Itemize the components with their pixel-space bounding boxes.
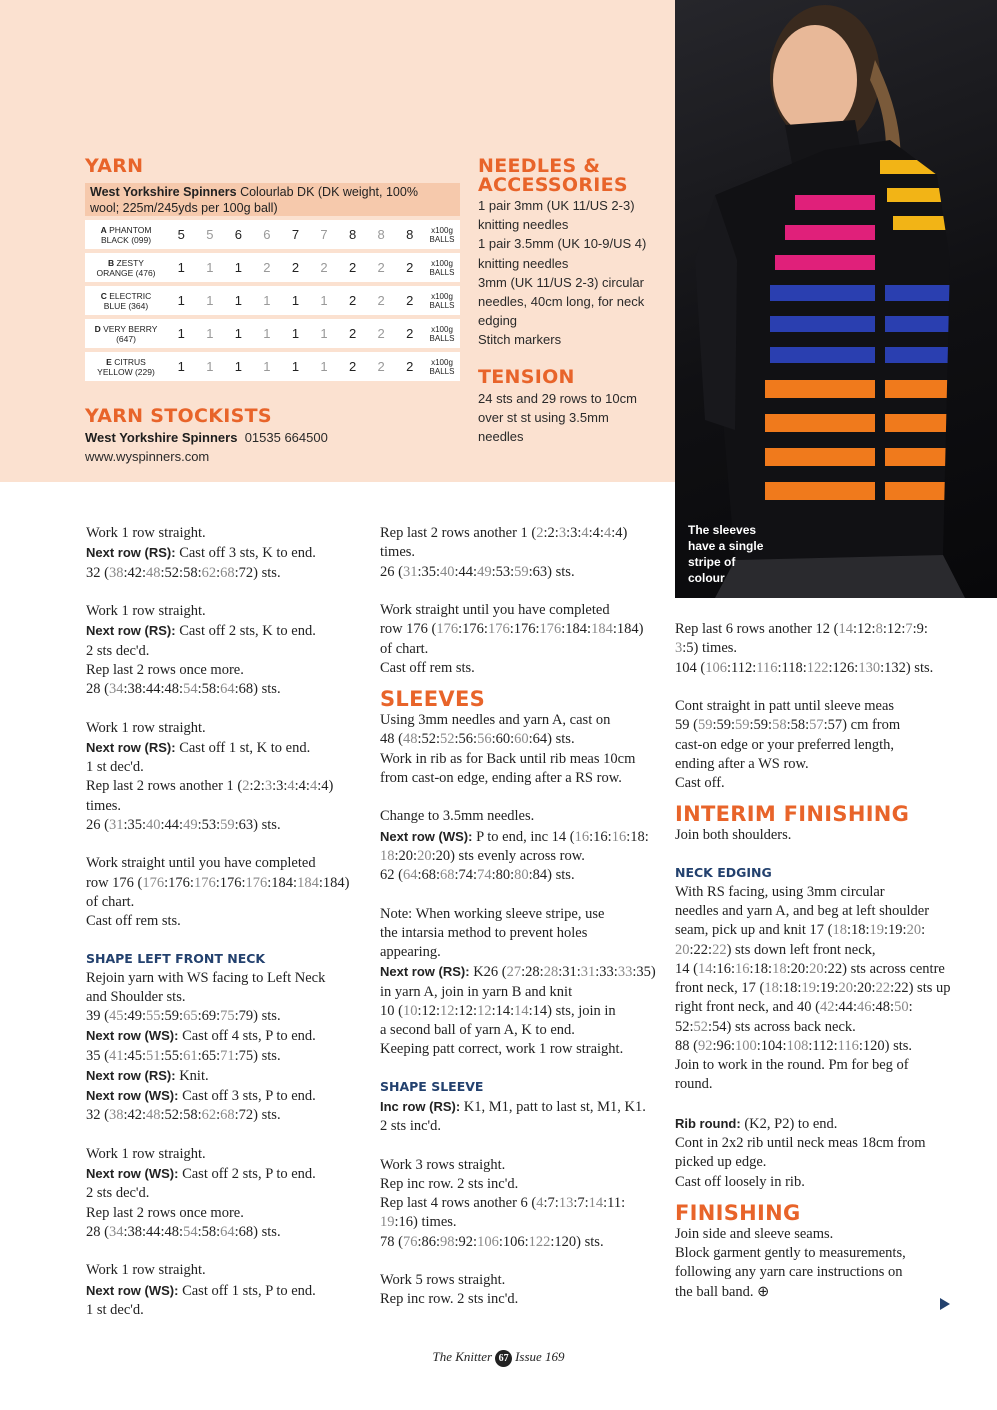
paragraph: Work straight until you have completed row 176 (176:176:176:176:176:184:184:184) of chart. Cast off rem sts. [86,854,376,931]
text-line: Rep last 2 rows once more. [86,1204,244,1221]
sleeves-heading: SLEEVES [380,687,486,711]
yarn-desc: wool; 225m/245yds per 100g ball) [90,201,278,215]
paragraph: Work 1 row straight. Next row (RS): Cast off 2 sts, K to end. 2 sts dec'd. Rep last 2 rows once more. 28 (34:38:44:48:54:58:64:68) sts. [86,602,376,699]
text-line: Rejoin yarn with WS facing to Left Neck [86,969,326,986]
page-footer [0,1349,997,1367]
yarn-colour-label: E CITRUS YELLOW (229) [85,352,167,381]
tension-line: 24 sts and 29 rows to 10cm [478,391,637,406]
text-line: in yarn A, join in yarn B and knit [380,983,573,1000]
yarn-ball-count: 1 [196,286,225,315]
text-line: round. [675,1076,713,1093]
paragraph: Inc row (RS): K1, M1, patt to last st, M1, K1. 2 sts inc'd. [380,1097,670,1137]
shape-left-front-neck-heading: SHAPE LEFT FRONT NECK [86,950,266,966]
yarn-colour-label: D VERY BERRY (647) [85,319,167,348]
text-line: Rep inc row. 2 sts inc'd. [380,1291,519,1308]
text-line: Change to 3.5mm needles. [380,808,535,825]
yarn-row [85,319,460,348]
needles-heading-line: ACCESSORIES [478,174,628,196]
row-label: Next row (RS): [86,545,176,561]
text-line: Cont in 2x2 rib until neck meas 18cm from [675,1135,926,1151]
yarn-ball-count: 8 [367,220,396,249]
yarn-ball-count: 1 [167,352,196,381]
paragraph: Work 3 rows straight. Rep inc row. 2 sts inc'd. Rep last 4 rows another 6 (4:7:13:7:14:11: 19:16) times. 78 (76:86:98:92:106:106:122:120) sts. [380,1156,670,1252]
needles-line: Stitch markers [478,332,562,348]
yarn-unit: x100g BALLS [424,253,460,282]
issue-number: Issue 169 [515,1349,565,1364]
side-panel-black [875,180,885,540]
paragraph: Work 1 row straight. Next row (WS): Cast off 2 sts, P to end. 2 sts dec'd. Rep last 2 rows once more. 28 (34:38:44:48:54:58:64:68) sts. [86,1145,376,1242]
text-line: times. [86,797,122,814]
yarn-ball-count: 1 [224,352,253,381]
text-line: Cast off rem sts. [380,659,475,676]
yarn-ball-count: 1 [196,253,225,282]
yarn-brand: West Yorkshire Spinners [90,185,237,199]
face [773,25,857,135]
text-line: Work straight until you have completed [380,602,610,618]
text-line: 2 sts inc'd. [380,1118,442,1134]
blue-stripes [770,285,950,363]
interim-finishing-heading: INTERIM FINISHING [675,802,910,827]
text-line: a second ball of yarn A, K to end. [380,1022,575,1038]
tension-text [478,389,637,447]
paragraph: Rejoin yarn with WS facing to Left Neck and Shoulder sts. 39 (45:49:55:59:65:69:75:79) sts. Next row (WS): Cast off 4 sts, P to end. 35 (41:45:51:55:61:65:71:75) sts. Next row (RS): Knit. Next row (WS): Cast off 3 sts, P to end. 32 (38:42:48:52:58:62:68:72) sts. [86,969,376,1126]
yarn-ball-count: 2 [367,253,396,282]
needles-line: knitting needles [478,217,569,233]
paragraph: Using 3mm needles and yarn A, cast on 48 (48:52:52:56:56:60:60:64) sts. Work in rib as for Back until rib meas 10cm from cast-on edge, ending after a RS row. [380,711,670,788]
yarn-heading: YARN [85,155,144,177]
yarn-row [85,220,460,249]
column-2 [380,524,670,1310]
yarn-ball-count: 2 [253,253,282,282]
text-line: ending after a WS row. [675,755,809,772]
paragraph: Rep last 2 rows another 1 (2:2:3:3:4:4:4:4) times. 26 (31:35:40:44:49:53:59:63) sts. [380,524,670,582]
yarn-ball-count: 2 [338,253,367,282]
text-line: Cast off. [675,775,725,791]
caption-line: stripe of [688,555,736,569]
yarn-ball-count: 6 [253,220,282,249]
yarn-colour-label: A PHANTOM BLACK (099) [85,220,167,249]
tension-heading: TENSION [478,366,575,388]
yarn-ball-count: 1 [224,253,253,282]
text-line: Join both shoulders. [675,827,792,844]
yarn-ball-count: 2 [395,319,424,348]
yarn-ball-count: 5 [196,220,225,249]
yarn-ball-count: 5 [167,220,196,249]
yarn-ball-count: 1 [167,286,196,315]
row-label: Next row (RS): [86,739,176,755]
needles-line: 1 pair 3.5mm (UK 10-9/US 4) [478,236,647,252]
text-line: Cast off loosely in rib. [675,1173,805,1190]
text: Cast off 3 sts, K to end. [175,545,316,562]
yarn-ball-count: 6 [224,220,253,249]
needles-line: edging [478,313,518,329]
text-line: needles and yarn A, and beg at left shoulder [675,903,930,919]
yarn-ball-count: 2 [338,352,367,381]
yarn-ball-count: 2 [310,253,339,282]
needles-line: needles, 40cm long, for neck [478,294,645,310]
text-line: Cont straight in patt until sleeve meas [675,698,895,714]
yarn-ball-count: 2 [395,286,424,315]
yarn-ball-count: 1 [281,319,310,348]
text-line: Work 3 rows straight. [380,1156,506,1173]
text-line: of chart. [380,640,429,657]
text-line: Rep last 2 rows once more. [86,661,244,678]
text-line: Work in rib as for Back until rib meas 10cm [380,750,636,767]
sweater-illustration [675,0,997,598]
stockist-phone: 01535 664500 [244,430,328,445]
yarn-ball-count: 1 [167,253,196,282]
yarn-ball-count: 7 [310,220,339,249]
yarn-row [85,352,460,381]
needles-heading-line: NEEDLES & [478,155,601,177]
yarn-ball-count: 2 [367,319,396,348]
yarn-ball-count: 1 [310,286,339,315]
text-line: from cast-on edge, ending after a RS row. [380,769,622,786]
paragraph: With RS facing, using 3mm circular needles and yarn A, and beg at left shoulder seam, pick up and knit 17 (18:18:19:19:20: 20:22:22) sts down left front neck, 14 (14:16:16:18:18:20:20:22) sts across centre front neck, 17 (18:18:19:19:20:20:22:22) sts up right front neck, and 40 (42:44:46:48:50: 52:52:54) sts across back neck. 88 (92:96:100:104:108:112:116:120) sts. Join to work in the round. Pm for beg of round. [675,883,975,1095]
paragraph: Note: When working sleeve stripe, use the intarsia method to prevent holes appearing. Next row (RS): K26 (27:28:28:31:31:33:33:35) in yarn A, join in yarn B and knit 10 (10:12:12:12:12:14:14:14) sts, join in a second ball of yarn A, K to end. Keeping patt correct, work 1 row straight. [380,905,670,1060]
yarn-ball-count: 2 [281,253,310,282]
column-1 [86,524,376,1320]
text-line: 1 st dec'd. [86,759,144,775]
yarn-ball-count: 1 [281,286,310,315]
yarn-unit: x100g BALLS [424,352,460,381]
column-3 [675,620,975,1302]
yarn-description [85,183,460,216]
paragraph: Join side and sleeve seams. Block garment gently to measurements, following any yarn care instructions on the ball band. ⊕ [675,1225,975,1302]
text-line: With RS facing, using 3mm circular [675,883,885,900]
yarn-row [85,286,460,315]
text-line: Cast off rem sts. [86,913,181,929]
yarn-table [85,216,460,385]
text-line: Block garment gently to measurements, [675,1245,906,1261]
needles-line: 3mm (UK 11/US 2-3) circular [478,274,644,290]
paragraph: Work 1 row straight. Next row (WS): Cast off 1 sts, P to end. 1 st dec'd. [86,1261,376,1320]
yarn-ball-count: 1 [253,286,282,315]
text-line: Note: When working sleeve stripe, use [380,905,605,922]
paragraph: Rep last 6 rows another 12 (14:12:8:12:7:9: 3:5) times. 104 (106:112:116:118:122:126:130:132) sts. [675,621,934,676]
neck-edging-heading: NECK EDGING [675,864,772,880]
stockists-heading: YARN STOCKISTS [85,405,272,427]
text-line: Using 3mm needles and yarn A, cast on [380,712,611,728]
yarn-ball-count: 1 [224,319,253,348]
text-line: times. [380,544,416,561]
end-mark-icon: ⊕ [757,1283,770,1300]
yarn-unit: x100g BALLS [424,286,460,315]
yarn-ball-count: 2 [367,286,396,315]
text-line: 2 sts dec'd. [86,1185,150,1202]
text-line: and Shoulder sts. [86,988,186,1005]
text-line: Work 5 rows straight. [380,1272,506,1288]
stockist-name: West Yorkshire Spinners [85,430,238,445]
text-line: Work 1 row straight. [86,1262,206,1279]
text-line: cast-on edge or your preferred length, [675,736,895,753]
yarn-ball-count: 2 [395,253,424,282]
paragraph: Rib round: (K2, P2) to end. Cont in 2x2 rib until neck meas 18cm from picked up edge. Cast off loosely in rib. [675,1114,975,1192]
yarn-ball-count: 1 [281,352,310,381]
text-line: Work 1 row straight. [86,719,206,736]
tension-line: needles [478,429,524,445]
model-photo [675,0,997,598]
yarn-ball-count: 1 [167,319,196,348]
paragraph [675,826,975,845]
row-label: Next row (RS): [86,623,176,639]
text-line: Work 1 row straight. [86,1145,206,1162]
paragraph: Work 1 row straight. Next row (RS): Cast off 3 sts, K to end. 32 (38:42:48:52:58:62:68:72) sts. [86,524,376,583]
yarn-ball-count: 2 [338,286,367,315]
text-line: Work straight until you have completed [86,855,316,872]
yarn-colour-label: B ZESTY ORANGE (476) [85,253,167,282]
text-line: Join to work in the round. Pm for beg of [675,1057,909,1073]
text-line: following any yarn care instructions on [675,1264,903,1281]
paragraph [380,1271,670,1310]
yarn-ball-count: 8 [395,220,424,249]
yarn-ball-count: 1 [196,352,225,381]
needles-heading [478,157,628,195]
text-line: Keeping patt correct, work 1 row straight. [380,1041,624,1058]
caption-line: colour [688,571,725,585]
yarn-ball-count: 2 [395,352,424,381]
yarn-desc: Colourlab DK (DK weight, 100% [236,185,418,199]
paragraph: Work straight until you have completed row 176 (176:176:176:176:176:184:184:184) of chart. Cast off rem sts. [380,601,670,678]
needles-line: 1 pair 3mm (UK 11/US 2-3) [478,198,635,213]
paragraph: Change to 3.5mm needles. Next row (WS): P to end, inc 14 (16:16:16:18: 18:20:20:20) sts evenly across row. 62 (64:68:68:74:74:80:80:84) sts. [380,807,670,885]
next-page-arrow-icon [940,1298,950,1310]
paragraph: Cont straight in patt until sleeve meas 59 (59:59:59:59:58:58:57:57) cm from cast-on edge or your preferred length, ending after a WS row. Cast off. [675,697,975,793]
magazine-name: The Knitter [432,1349,493,1364]
yarn-ball-count: 1 [253,352,282,381]
paragraph: Work 1 row straight. Next row (RS): Cast off 1 st, K to end. 1 st dec'd. Rep last 2 rows another 1 (2:2:3:3:4:4:4:4) times. 26 (31:35:40:44:49:53:59:63) sts. [86,719,376,836]
text-line: appearing. [380,944,441,960]
yarn-unit: x100g BALLS [424,220,460,249]
text-line: Work 1 row straight. [86,603,206,619]
photo-caption [688,522,763,586]
text-line: Rep inc row. 2 sts inc'd. [380,1175,519,1192]
text-line: 1 st dec'd. [86,1301,144,1318]
stockists-details [85,428,328,466]
text-line: Join side and sleeve seams. [675,1225,834,1242]
yarn-ball-count: 1 [196,319,225,348]
yarn-ball-count: 8 [338,220,367,249]
yarn-ball-count: 7 [281,220,310,249]
text-line: of chart. [86,893,135,910]
needles-list [478,196,646,350]
text-line: Work 1 row straight. [86,525,206,541]
yarn-ball-count: 1 [224,286,253,315]
yarn-row [85,253,460,282]
text-line: picked up edge. [675,1154,767,1171]
page-number: 67 [495,1350,512,1367]
shape-sleeve-heading: SHAPE SLEEVE [380,1078,484,1094]
yarn-ball-count: 2 [338,319,367,348]
yarn-ball-count: 2 [367,352,396,381]
finishing-heading: FINISHING [675,1200,801,1225]
stockist-website: www.wyspinners.com [85,449,210,465]
text-line: the intarsia method to prevent holes [380,924,588,941]
text-line: 2 sts dec'd. [86,642,150,659]
tension-line: over st st using 3.5mm [478,410,609,426]
caption-line: have a single [688,539,764,553]
yarn-colour-label: C ELECTRIC BLUE (364) [85,286,167,315]
needles-line: knitting needles [478,255,569,271]
yarn-unit: x100g BALLS [424,319,460,348]
caption-line: The sleeves [688,523,757,537]
yarn-ball-count: 1 [310,352,339,381]
yarn-ball-count: 1 [253,319,282,348]
yarn-ball-count: 1 [310,319,339,348]
